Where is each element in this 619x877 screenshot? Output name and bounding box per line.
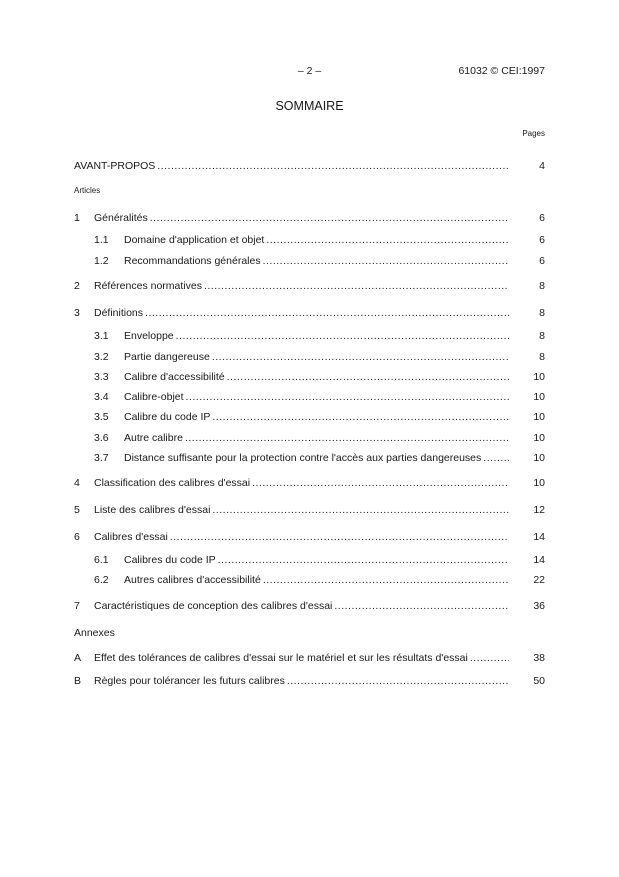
toc-entry-page: 10	[533, 391, 545, 403]
toc-entry-page: 6	[539, 255, 545, 267]
toc-entry-1-1[interactable]	[74, 233, 545, 247]
toc-leader-dots	[176, 329, 509, 343]
toc-entry-page: 8	[539, 280, 545, 292]
pages-column-label: Pages	[522, 129, 545, 138]
toc-leader-dots	[212, 503, 509, 517]
toc-entry-number: 6.1	[94, 554, 109, 566]
toc-leader-dots	[212, 350, 509, 364]
toc-entry-page: 14	[533, 554, 545, 566]
toc-entry-number: 1	[74, 212, 80, 224]
toc-entry-number: 3.5	[94, 411, 109, 423]
toc-entry-label: Autres calibres d'accessibilité	[124, 574, 261, 586]
toc-leader-dots	[263, 254, 509, 268]
toc-entry-label: Enveloppe	[124, 330, 174, 342]
toc-leader-dots	[287, 674, 509, 688]
toc-entry-label: Distance suffisante pour la protection contre l'accès aux parties dangereuses	[124, 452, 482, 464]
toc-entry-2[interactable]	[74, 279, 545, 293]
toc-entry-label: Effet des tolérances de calibres d'essai sur le matériel et sur les résultats d'essai	[94, 652, 468, 664]
toc-entry-page: 38	[533, 652, 545, 664]
toc-entry-label: Calibres du code IP	[124, 554, 216, 566]
toc-entry-6[interactable]	[74, 530, 545, 544]
toc-leader-dots	[483, 451, 509, 465]
toc-entry-number: 1.1	[94, 234, 109, 246]
annexes-label: Annexes	[74, 627, 115, 639]
toc-leader-dots	[145, 306, 509, 320]
toc-entry-number: 3.1	[94, 330, 109, 342]
toc-entry-page: 4	[539, 160, 545, 172]
toc-entry-label: Références normatives	[94, 280, 202, 292]
toc-entry-label: Calibre du code IP	[124, 411, 211, 423]
toc-entry-1-2[interactable]	[74, 254, 545, 268]
toc-entry-3-4[interactable]	[74, 390, 545, 404]
toc-leader-dots	[227, 370, 509, 384]
toc-leader-dots	[334, 599, 509, 613]
toc-entry-3-5[interactable]	[74, 410, 545, 424]
toc-entry-page: 12	[533, 504, 545, 516]
toc-entry-page: 6	[539, 212, 545, 224]
toc-entry-3-3[interactable]	[74, 370, 545, 384]
toc-entry-label: Caractéristiques de conception des calibres d'essai	[94, 600, 333, 612]
toc-entry-page: 10	[533, 411, 545, 423]
toc-leader-dots	[150, 211, 509, 225]
toc-entry-number: 3.4	[94, 391, 109, 403]
toc-entry-page: 36	[533, 600, 545, 612]
toc-entry-page: 6	[539, 234, 545, 246]
toc-entry-label: Calibre d'accessibilité	[124, 371, 225, 383]
toc-leader-dots	[266, 233, 509, 247]
toc-entry-page: 14	[533, 531, 545, 543]
toc-entry-label: Partie dangereuse	[124, 351, 210, 363]
toc-entry-label: Règles pour tolérancer les futurs calibres	[94, 675, 285, 687]
toc-leader-dots	[212, 410, 509, 424]
toc-entry-label: Calibre-objet	[124, 391, 184, 403]
toc-entry-label: Généralités	[94, 212, 148, 224]
articles-label: Articles	[74, 186, 101, 195]
toc-leader-dots	[157, 159, 509, 173]
toc-entry-number: 3.2	[94, 351, 109, 363]
toc-entry-6-1[interactable]	[74, 553, 545, 567]
toc-entry-6-2[interactable]	[74, 573, 545, 587]
toc-entry-page: 8	[539, 351, 545, 363]
toc-entry-label: Classification des calibres d'essai	[94, 477, 251, 489]
toc-entry-7[interactable]	[74, 599, 545, 613]
toc-entry-number: 3.6	[94, 432, 109, 444]
toc-entry-3[interactable]	[74, 306, 545, 320]
toc-entry-number: A	[74, 652, 82, 664]
toc-entry-annex-a[interactable]	[74, 651, 545, 665]
toc-leader-dots	[218, 553, 509, 567]
toc-entry-label: Recommandations générales	[124, 255, 261, 267]
toc-entry-number: 3.7	[94, 452, 109, 464]
toc-leader-dots	[186, 390, 509, 404]
toc-entry-number: 6	[74, 531, 80, 543]
toc-entry-page: 10	[533, 477, 545, 489]
toc-entry-label: Définitions	[94, 307, 144, 319]
toc-entry-number: 4	[74, 477, 80, 489]
toc-entry-page: 8	[539, 330, 545, 342]
page-number: – 2 –	[297, 65, 322, 77]
toc-entry-page: 10	[533, 452, 545, 464]
toc-entry-3-2[interactable]	[74, 350, 545, 364]
toc-entry-page: 10	[533, 371, 545, 383]
toc-entry-number: 1.2	[94, 255, 109, 267]
toc-leader-dots	[185, 431, 509, 445]
toc-entry-number: 7	[74, 600, 80, 612]
toc-entry-number: 5	[74, 504, 80, 516]
toc-leader-dots	[204, 279, 509, 293]
page-title: SOMMAIRE	[275, 99, 344, 113]
toc-entry-4[interactable]	[74, 476, 545, 490]
toc-entry-3-6[interactable]	[74, 431, 545, 445]
toc-entry-avant-propos[interactable]	[74, 159, 545, 173]
toc-entry-1[interactable]	[74, 211, 545, 225]
toc-entry-5[interactable]	[74, 503, 545, 517]
toc-entry-page: 50	[533, 675, 545, 687]
toc-entry-label: Calibres d'essai	[94, 531, 168, 543]
toc-entry-page: 10	[533, 432, 545, 444]
toc-leader-dots	[263, 573, 509, 587]
standard-reference: 61032 © CEI:1997	[458, 65, 545, 77]
toc-entry-label: AVANT-PROPOS	[74, 160, 156, 172]
toc-entry-page: 22	[533, 574, 545, 586]
toc-entry-label: Liste des calibres d'essai	[94, 504, 211, 516]
toc-entry-number: 3	[74, 307, 80, 319]
toc-entry-page: 8	[539, 307, 545, 319]
toc-entry-3-7[interactable]	[74, 451, 545, 465]
toc-entry-3-1[interactable]	[74, 329, 545, 343]
toc-entry-number: 2	[74, 280, 80, 292]
toc-leader-dots	[252, 476, 509, 490]
toc-entry-number: B	[74, 675, 82, 687]
toc-leader-dots	[470, 651, 509, 665]
toc-entry-label: Autre calibre	[124, 432, 183, 444]
toc-entry-annex-b[interactable]	[74, 674, 545, 688]
toc-leader-dots	[170, 530, 509, 544]
toc-entry-number: 6.2	[94, 574, 109, 586]
toc-entry-label: Domaine d'application et objet	[124, 234, 265, 246]
toc-entry-number: 3.3	[94, 371, 109, 383]
